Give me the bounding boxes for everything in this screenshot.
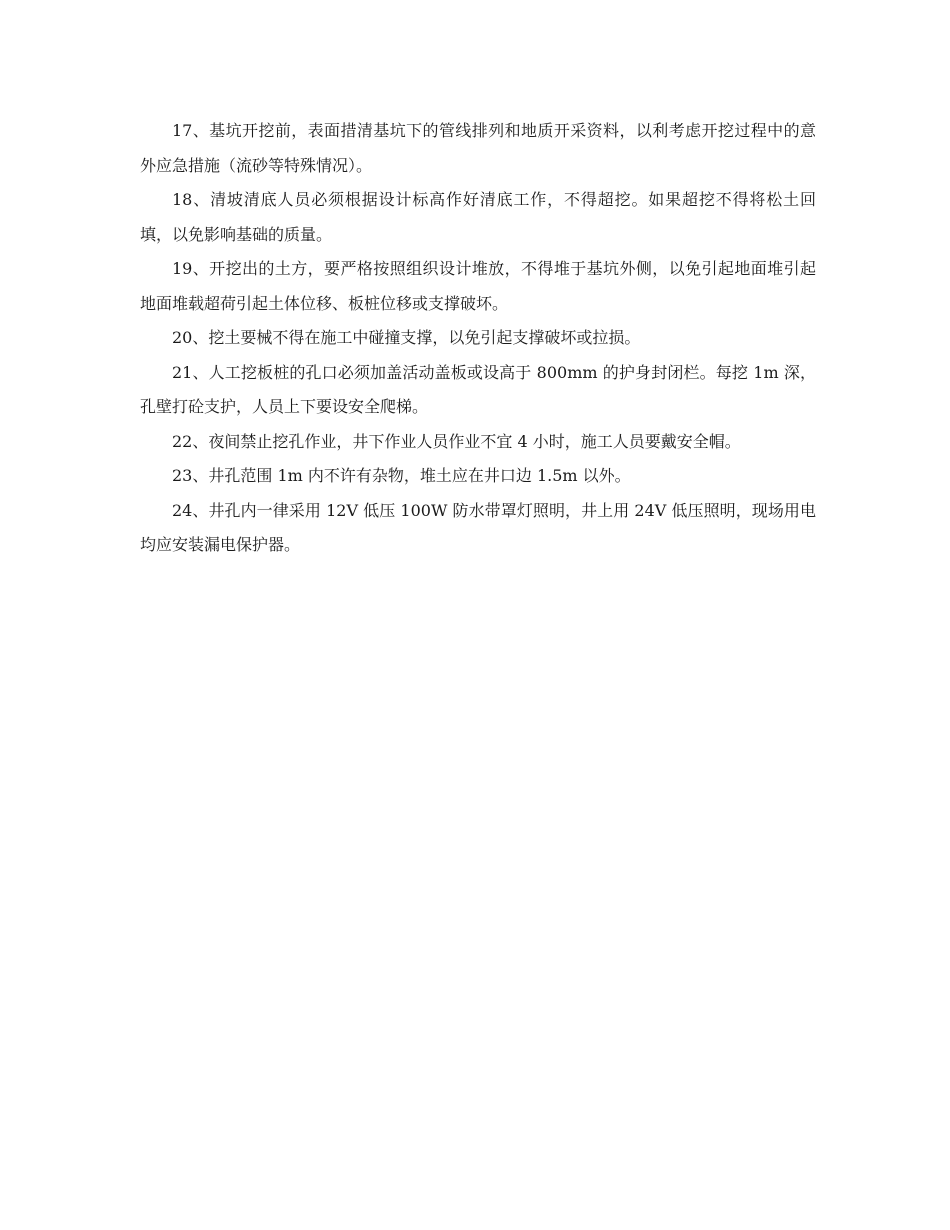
paragraph-18: 18、清坡清底人员必须根据设计标高作好清底工作，不得超挖。如果超挖不得将松土回填，以免影响基础的质量。	[140, 190, 816, 244]
paragraph-17: 17、基坑开挖前，表面措清基坑下的管线排列和地质开采资料，以利考虑开挖过程中的意外应急措施（流砂等特殊情况）。	[140, 121, 816, 175]
paragraph-20: 20、挖土要械不得在施工中碰撞支撑，以免引起支撑破坏或拉损。	[172, 328, 641, 347]
paragraph-23: 23、井孔范围 1m 内不许有杂物，堆土应在井口边 1.5m 以外。	[172, 466, 631, 485]
paragraph-24: 24、井孔内一律采用 12V 低压 100W 防水带罩灯照明，井上用 24V 低压照明，现场用电均应安装漏电保护器。	[140, 500, 816, 554]
paragraph-19: 19、开挖出的土方，要严格按照组织设计堆放，不得堆于基坑外侧，以免引起地面堆引起地面堆载超荷引起土体位移、板桩位移或支撑破坏。	[140, 259, 816, 313]
document-body	[140, 114, 816, 563]
paragraph-22: 22、夜间禁止挖孔作业，井下作业人员作业不宜 4 小时，施工人员要戴安全帽。	[172, 431, 741, 451]
paragraph-21: 21、人工挖板桩的孔口必须加盖活动盖板或设高于 800mm 的护身封闭栏。每挖 1m 深，孔壁打砼支护，人员上下要设安全爬梯。	[140, 362, 816, 416]
